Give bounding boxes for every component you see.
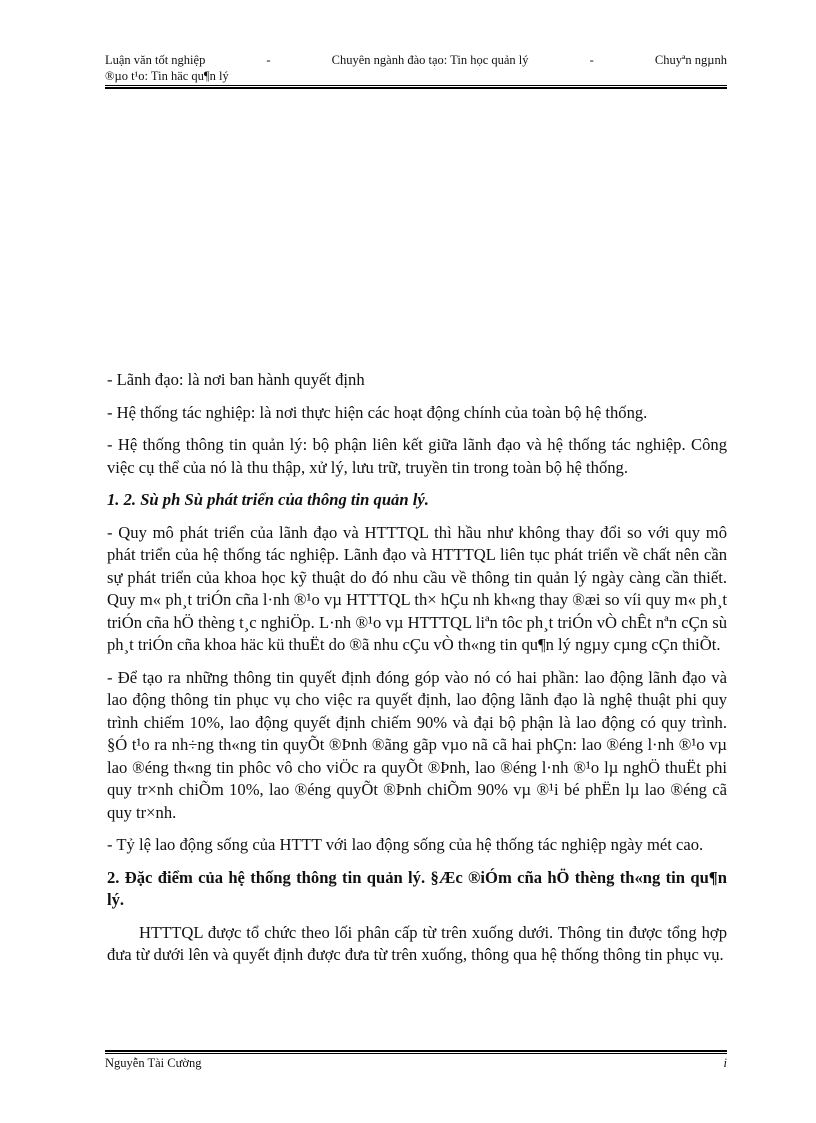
section-heading-2: 2. Đặc điểm của hệ thống thông tin quản lý. §Æc ®iÓm cña hÖ thèng th«ng tin qu¶n lý. bbox=[107, 867, 727, 909]
header-sep-1: - bbox=[266, 53, 271, 67]
footer-rule bbox=[105, 1050, 727, 1054]
header-line-2: ®µo t¹o: Tin häc qu¶n lý bbox=[105, 69, 229, 83]
header-right: Chuyªn ngµnh bbox=[654, 53, 727, 67]
page-header bbox=[105, 52, 727, 84]
header-left: Luận văn tốt nghiệp bbox=[105, 53, 206, 67]
footer-author: Nguyễn Tài Cường bbox=[105, 1056, 202, 1070]
bullet-leadership: - Lãnh đạo: là nơi ban hành quyết định bbox=[107, 370, 365, 389]
paragraph-decision-info: - Để tạo ra những thông tin quyết định đóng góp vào nó có hai phần: lao động lãnh đạo và lao động thông tin phục vụ cho việc ra quyết định, lao động lãnh đạo là nghệ thuật phi quy trình chiếm 10%, lao động quyết định chiếm 90% và đại bộ phận là lao động có quy trình. §Ó t¹o ra nh÷ng th«ng tin quyÕt ®Þnh ®ãng gãp vµo nã cã hai phÇn: lao ®éng l·nh ®¹o vµ lao ®éng th«ng tin phôc vô cho viÖc ra quyÕt ®Þnh, lao ®éng l·nh ®¹o lµ nghÖ thuËt phi quy tr×nh chiÕm 10%, lao ®éng quyÕt ®Þnh chiÕm 90% vµ ®¹i bé phËn lµ lao ®éng cã quy tr×nh. bbox=[107, 667, 727, 822]
bullet-mis: - Hệ thống thông tin quản lý: bộ phận liên kết giữa lãnh đạo và hệ thống tác nghiệp. Công việc cụ thể của nó là thu thập, xử lý, lưu trữ, truyền tin trong toàn bộ hệ thống. bbox=[107, 435, 727, 477]
section-heading-1-2: 1. 2. Sù ph Sù phát triển của thông tin quản lý. bbox=[107, 490, 429, 509]
header-sep-2: - bbox=[589, 53, 594, 67]
paragraph-hierarchy: HTTTQL được tổ chức theo lối phân cấp từ trên xuống dưới. Thông tin được tổng hợp đưa từ dưới lên và quyết định được đưa từ trên xuống, thông qua hệ thống thông tin phục vụ. bbox=[107, 922, 727, 964]
paragraph-scale: - Quy mô phát triển của lãnh đạo và HTTTQL thì hầu như không thay đổi so với quy mô phát triển của hệ thống tác nghiệp. Lãnh đạo và HTTTQL liên tục phát triển về chất nên cần sự phát triển của khoa học kỹ thuật do đó nhu cầu về thông tin quản lý ngày càng cần thiết. Quy m« ph¸t triÓn cña l·nh ®¹o vµ HTTTQL th× hÇu nh kh«ng thay ®æi so víi quy m« ph¸t triÓn cña hÖ thèng t¸c nghiÖp. L·nh ®¹o vµ HTTTQL liªn tôc ph¸t triÓn vÒ chÊt nªn cÇn sù ph¸t triÓn cña khoa häc kü thuËt do ®ã nhu cÇu vÒ th«ng tin qu¶n lý ngµy cµng cÇn thiÕt. bbox=[107, 522, 727, 654]
page-footer bbox=[105, 1056, 727, 1071]
paragraph-labor-ratio: - Tỷ lệ lao động sống của HTTT với lao động sống của hệ thống tác nghiệp ngày mét cao. bbox=[107, 835, 704, 854]
header-center: Chuyên ngành đào tạo: Tin học quản lý bbox=[331, 53, 529, 67]
bullet-operations: - Hệ thống tác nghiệp: là nơi thực hiện các hoạt động chính của toàn bộ hệ thống. bbox=[107, 402, 648, 422]
page-number: i bbox=[723, 1056, 727, 1070]
header-rule bbox=[105, 85, 727, 89]
document-body bbox=[107, 369, 727, 977]
